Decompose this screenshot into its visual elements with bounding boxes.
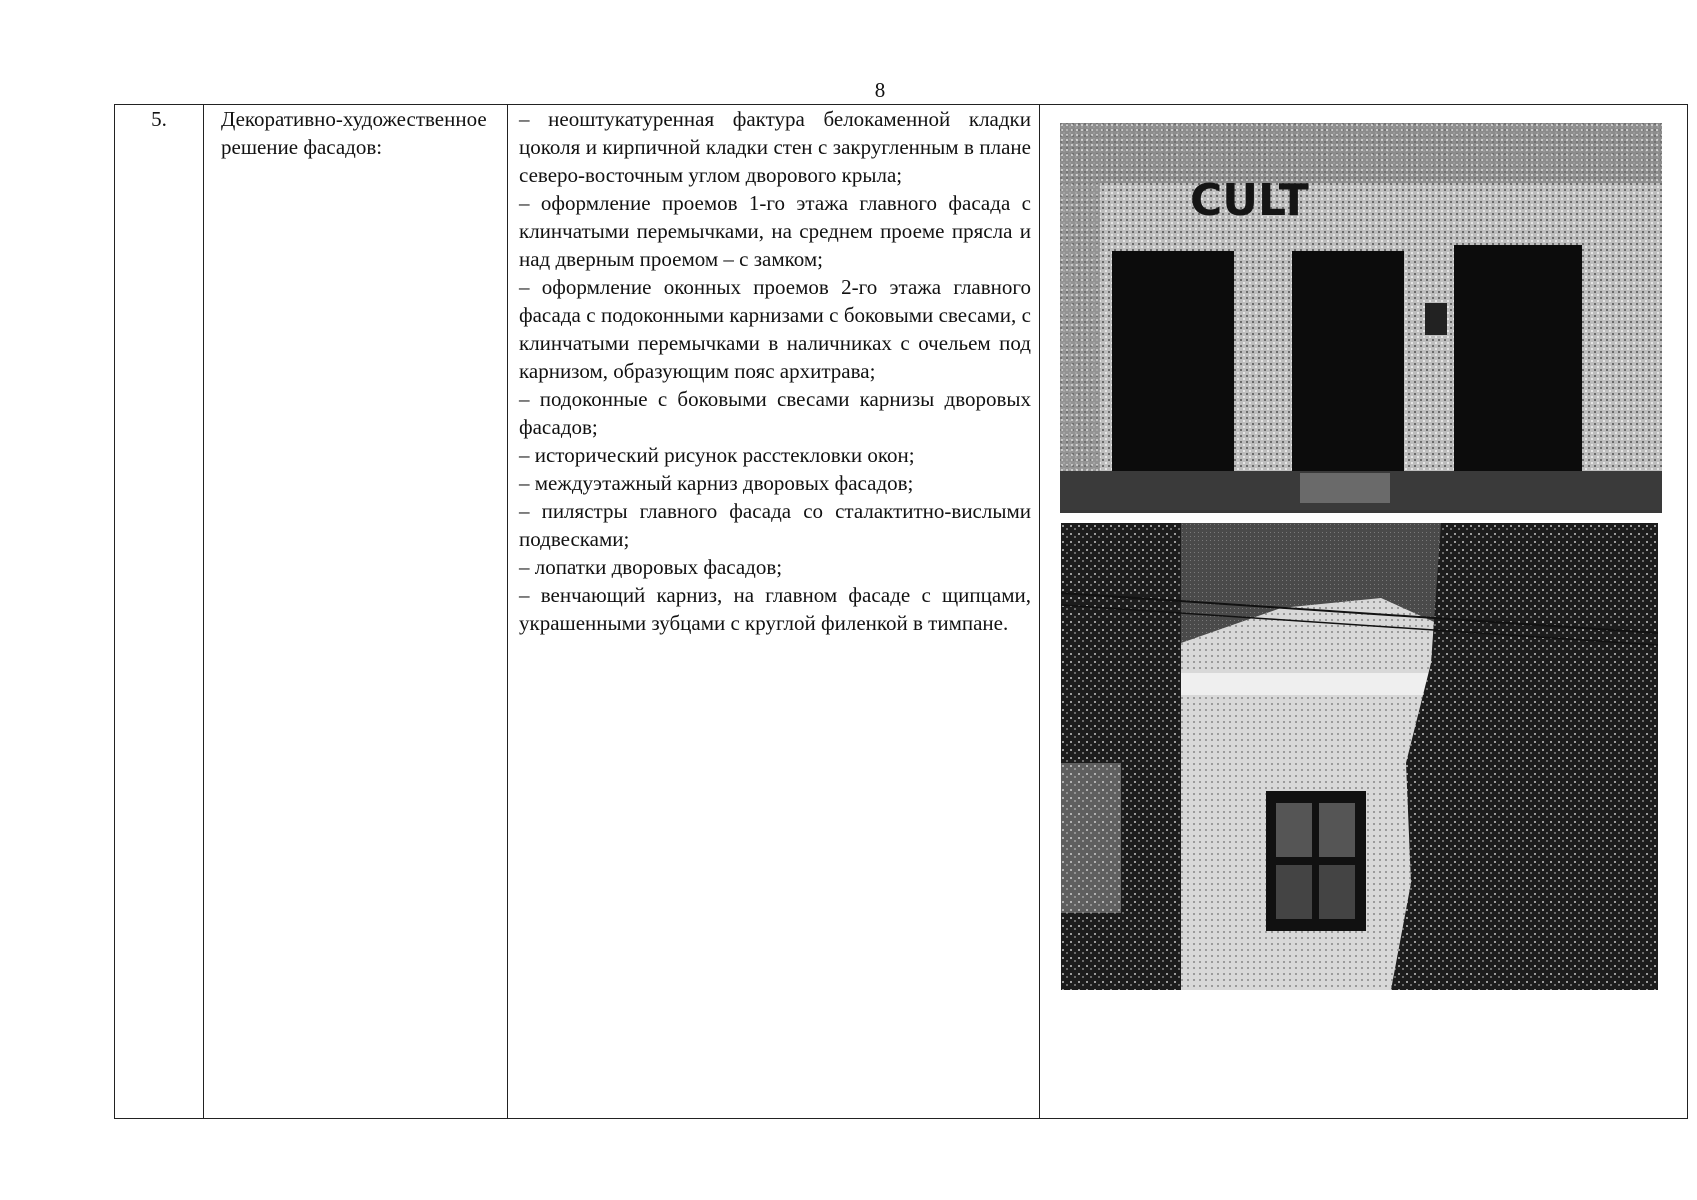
description-item: – неоштукатуренная фактура белокаменной кладки цоколя и кирпичной кладки стен с закругленным в плане северо-восточным углом дворового крыла; <box>519 107 1031 187</box>
page-number: 8 <box>874 78 886 102</box>
description-item: – пилястры главного фасада со сталактитно-вислыми подвесками; <box>519 499 1031 551</box>
row-number: 5. <box>151 107 167 131</box>
facade-table <box>114 104 1688 1119</box>
description-item: – оформление проемов 1-го этажа главного фасада с клинчатыми перемычками, на среднем проеме прясла и над дверным проемом – с замком; <box>519 191 1031 271</box>
row-description-cell <box>507 105 1039 1118</box>
description-item: – исторический рисунок расстекловки окон; <box>519 443 915 467</box>
photos-cell <box>1039 105 1687 1118</box>
description-item: – венчающий карниз, на главном фасаде с щипцами, украшенными зубцами с круглой филенкой в тимпане. <box>519 583 1031 635</box>
description-item: – подоконные с боковыми свесами карнизы дворовых фасадов; <box>519 387 1031 439</box>
row-title: Декоративно-художественное решение фасадов: <box>221 107 487 159</box>
description-item: – оформление оконных проемов 2-го этажа главного фасада с подоконными карнизами с боковыми свесами, с клинчатыми перемычками в наличниках с очельем под карнизом, образующим пояс архитрава; <box>519 275 1031 383</box>
row-title-cell <box>203 105 507 1118</box>
facade-upper-floor-photo <box>1061 523 1658 990</box>
shop-sign: CULT <box>1190 175 1309 226</box>
row-number-cell <box>115 105 203 1118</box>
facade-ground-floor-photo <box>1060 123 1662 513</box>
description-item: – лопатки дворовых фасадов; <box>519 555 783 579</box>
description-item: – междуэтажный карниз дворовых фасадов; <box>519 471 914 495</box>
